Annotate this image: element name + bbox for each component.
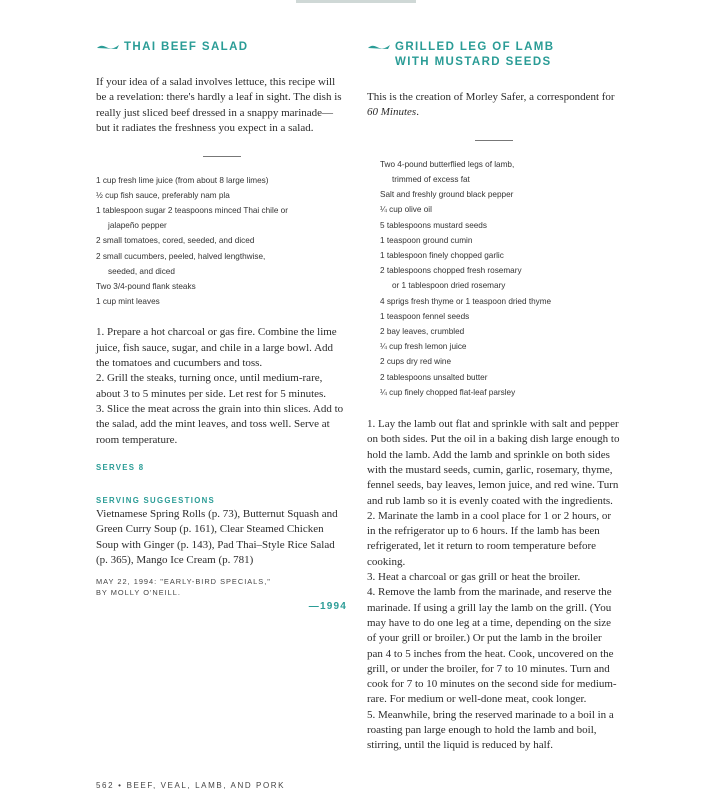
- step: 2. Marinate the lamb in a cool place for 1 or 2 hours, or in the refrigerator up to 6 hours. If the lamb has been refrigerated, let it return to room temperature before cooking.: [367, 509, 612, 568]
- ingredient-list: [367, 157, 620, 400]
- recipe-grilled-leg-of-lamb: [367, 40, 620, 754]
- intro-show-title: 60 Minutes: [367, 106, 417, 119]
- chapter-title: BEEF, VEAL, LAMB, AND PORK: [126, 781, 286, 790]
- wave-fish-icon: [96, 43, 120, 51]
- recipe-title-line2: WITH MUSTARD SEEDS: [395, 56, 552, 68]
- source-author: BY MOLLY O'NEILL.: [96, 588, 181, 598]
- serves-label: SERVES 8: [96, 462, 145, 472]
- ingredient-item: seeded, and diced: [108, 266, 175, 276]
- recipe-year: —1994: [308, 601, 347, 613]
- step: 3. Slice the meat across the grain into thin slices. Add to the salad, add the mint leaves, and toss well. Serve at room temperature.: [96, 402, 344, 446]
- step: 2. Grill the steaks, turning once, until medium-rare, about 3 to 5 minutes per side. Let rest for 5 minutes.: [96, 372, 327, 400]
- ingredient-item: 1 cup fresh lime juice (from about 8 large limes): [96, 175, 269, 185]
- page-number: 562: [96, 781, 115, 790]
- ingredient-item: ¼ cup olive oil: [380, 205, 432, 215]
- step: 5. Meanwhile, bring the reserved marinade to a boil in a roasting pan large enough to hold the lamb and boil, stirring, until the liquid is reduced by half.: [367, 708, 614, 752]
- source-date: MAY 22, 1994: "EARLY-BIRD SPECIALS,": [96, 577, 271, 587]
- recipe-intro: [367, 90, 620, 121]
- step: 1. Lay the lamb out flat and sprinkle with salt and pepper on both sides. Put the oil in a baking dish large enough to hold the lamb. Add the lamb and sprinkle on both sides with the mustard seeds, cumin, garlic, rosemary, thyme, fennel seeds, bay leaves, lemon juice, and red wine. Turn and rub lamb so it is evenly coated with the ingredients.: [367, 418, 620, 507]
- ingredient-item: Two 3/4-pound flank steaks: [96, 282, 196, 292]
- ingredient-item: ¼ cup finely chopped flat-leaf parsley: [380, 387, 516, 397]
- ingredient-item: 2 bay leaves, crumbled: [380, 327, 465, 337]
- ingredient-item: 1 cup mint leaves: [96, 297, 160, 307]
- ingredient-item: Salt and freshly ground black pepper: [380, 190, 514, 200]
- footer-separator: •: [118, 781, 123, 790]
- step: 3. Heat a charcoal or gas grill or heat the broiler.: [367, 571, 581, 584]
- ingredient-item: jalapeño pepper: [108, 221, 167, 231]
- ingredient-item: 2 cups dry red wine: [380, 357, 451, 367]
- ingredient-item: 2 tablespoons unsalted butter: [380, 372, 488, 382]
- ingredient-item: 2 tablespoons chopped fresh rosemary: [380, 266, 522, 276]
- divider: [203, 156, 241, 157]
- instructions: [96, 325, 347, 447]
- ingredient-item: Two 4-pound butterflied legs of lamb,: [380, 159, 515, 169]
- page-footer: [96, 781, 285, 790]
- serving-suggestions: Vietnamese Spring Rolls (p. 73), Butternut Squash and Green Curry Soup (p. 161), Clear Steamed Chicken Soup with Ginger (p. 143), Pad Thai–Style Rice Salad (p. 365), Mango Ice Cream (p. 781): [96, 507, 338, 567]
- ingredient-item: 1 tablespoon finely chopped garlic: [380, 251, 504, 261]
- step: 4. Remove the lamb from the marinade, and reserve the marinade. If using a grill lay the lamb on the grill. (You may have to do one leg at a time, depending on the size of your grill or broiler.) Or put the lamb in the broiler pan 4 to 5 inches from the heat. Cook, uncovered on the grill, or under the broiler, for 7 to 10 minutes. Turn and cook for 7 to 10 minutes on the second side for medium-rare. For medium or well-done meat, cook longer.: [367, 586, 617, 706]
- intro-text: This is the creation of Morley Safer, a correspondent for: [367, 91, 615, 103]
- recipe-thai-beef-salad: [96, 40, 347, 612]
- recipe-title: [367, 40, 620, 70]
- recipe-title-line1: GRILLED LEG OF LAMB: [395, 41, 555, 53]
- intro-end: .: [416, 106, 419, 119]
- ingredient-item: 1 teaspoon fennel seeds: [380, 311, 470, 321]
- ingredient-item: 5 tablespoons mustard seeds: [380, 220, 487, 230]
- recipe-intro: If your idea of a salad involves lettuce, this recipe will be a revelation: there's hardly a leaf in sight. The dish is really just sliced beef dressed in a snappy marinade—but it radiates the freshness you expect in a salad.: [96, 76, 342, 135]
- ingredient-list: [96, 173, 347, 310]
- ingredient-item: or 1 tablespoon dried rosemary: [392, 281, 506, 291]
- ingredient-item: 1 teaspoon ground cumin: [380, 235, 473, 245]
- wave-fish-icon: [367, 43, 391, 51]
- instructions: [367, 417, 620, 754]
- recipe-title-text: THAI BEEF SALAD: [124, 41, 249, 53]
- ingredient-item: 2 small cucumbers, peeled, halved lengthwise,: [96, 251, 266, 261]
- ingredient-item: 2 small tomatoes, cored, seeded, and diced: [96, 236, 255, 246]
- ingredient-item: 1 tablespoon sugar 2 teaspoons minced Thai chile or: [96, 206, 288, 216]
- recipe-title: [96, 40, 347, 55]
- ingredient-item: ¼ cup fresh lemon juice: [380, 342, 467, 352]
- serving-suggestions-label: SERVING SUGGESTIONS: [96, 495, 216, 505]
- step: 1. Prepare a hot charcoal or gas fire. Combine the lime juice, fish sauce, sugar, and chile in a large bowl. Add the tomatoes and cucumbers and toss.: [96, 326, 337, 370]
- ingredient-item: trimmed of excess fat: [392, 175, 470, 185]
- ingredient-item: ½ cup fish sauce, preferably nam pla: [96, 190, 230, 200]
- ingredient-item: 4 sprigs fresh thyme or 1 teaspoon dried thyme: [380, 296, 552, 306]
- divider: [475, 140, 513, 141]
- top-band: [296, 0, 416, 3]
